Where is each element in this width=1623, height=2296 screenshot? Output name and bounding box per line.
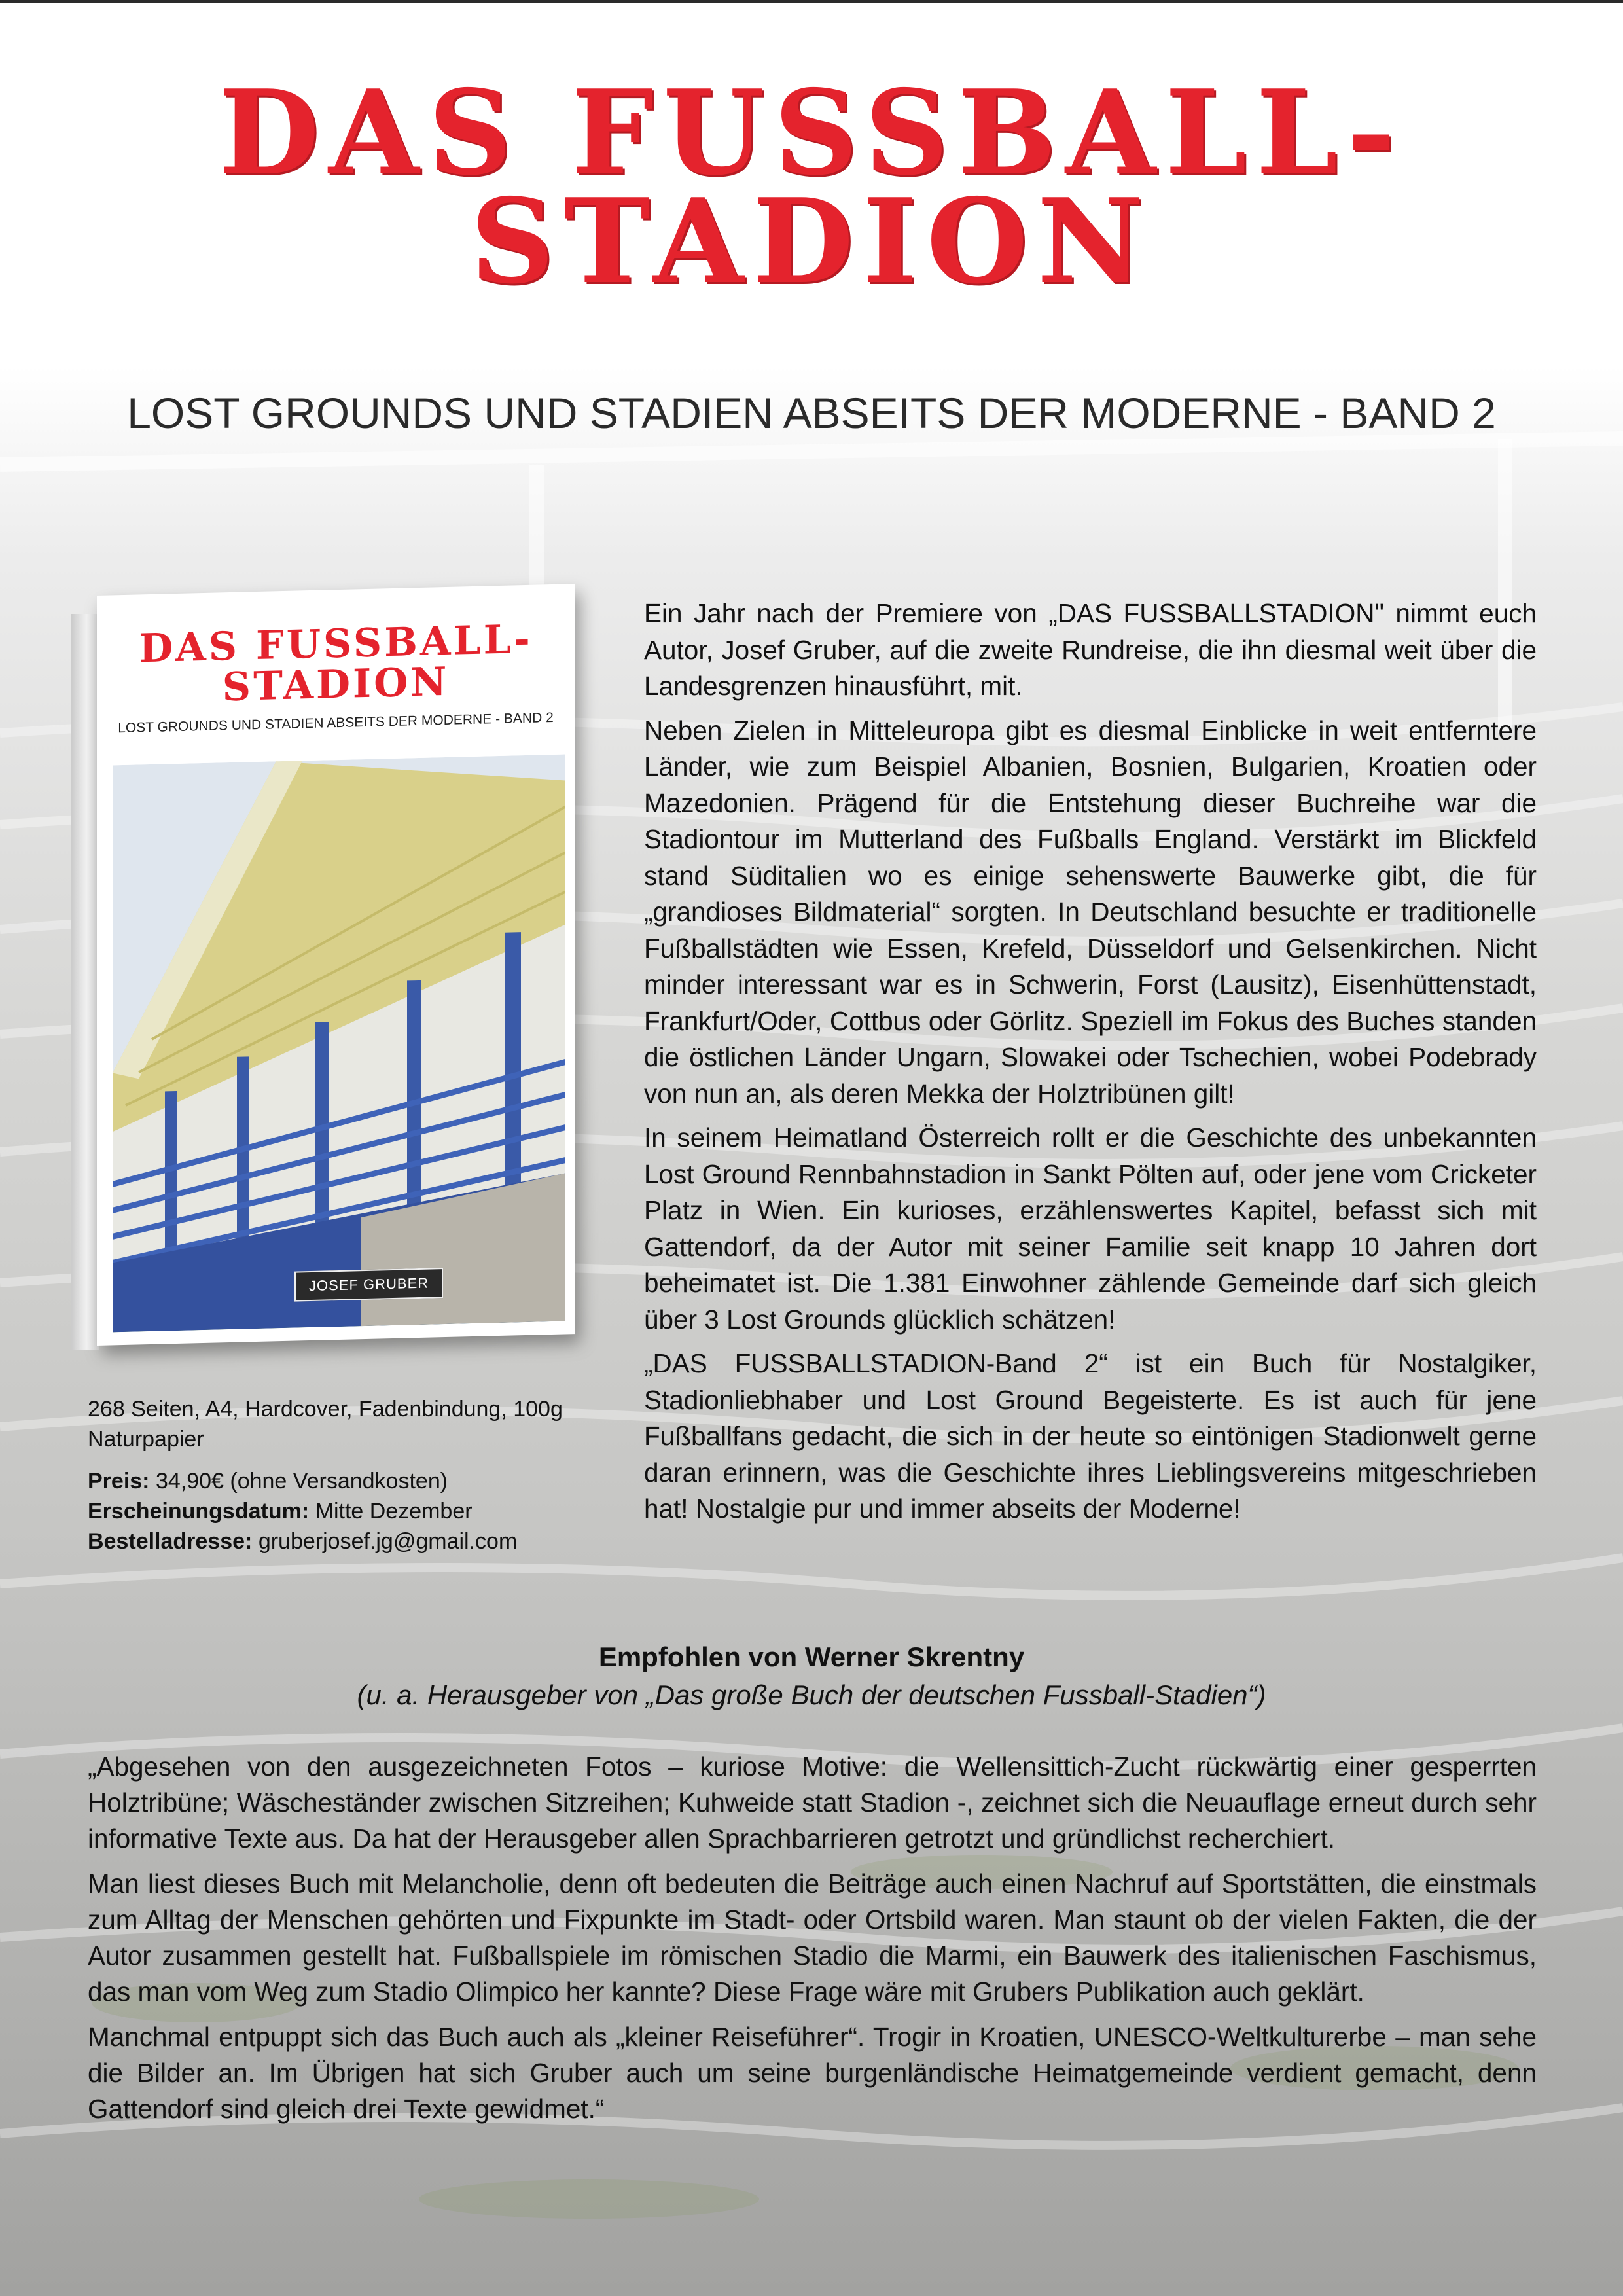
main-title [0,64,1623,310]
book-specs [88,1394,611,1556]
order-address-value: gruberjosef.jg@gmail.com [252,1529,518,1554]
description-paragraph-2: Neben Zielen in Mitteleuropa gibt es diesmal Einblicke in weit entferntere Länder, wie zum Beispiel Albanien, Bosnien, Bulgarien, Kroatien oder Mazedonien. Prägend für die Entstehung dieser Buchreihe war die Stadiontour im Mutterland des Fußballs England. Verstärkt im Blickfeld stand Süditalien wo es einige sehenswerte Bauwerke gibt, die für „grandioses Bildmaterial“ sorgten. In Deutschland besuchte er traditionelle Fußballstädten wie Essen, Krefeld, Düsseldorf und Gelsenkirchen. Nicht minder interessant war es in Schwerin, Forst (Lausitz), Eisenhüttenstadt, Frankfurt/Oder, Cottbus oder Görlitz. Speziell im Fokus des Buches standen die östlichen Länder Ungarn, Slowakei oder Tschechien, wobei Podebrady von nun an, als deren Mekka der Holztribünen gilt! [644,715,1537,1109]
recommendation-quote [88,1749,1537,2136]
description-paragraph-3: In seinem Heimatland Österreich rollt er die Geschichte des unbekannten Lost Ground Rennbahnstadion in Sankt Pölten auf, oder jene vom Cricketer Platz in Wien. Ein kurioses, erzählenswertes Kapitel, befasst sich mit Gattendorf, da der Autor mit seiner Familie seit knapp 10 Jahren dort beheimatet ist. Die 1.381 Einwohner zählende Gemeinde darf sich gleich über 3 Lost Grounds glücklich schätzen! [644,1122,1537,1335]
cover-title [97,618,575,711]
book-cover-mockup [71,596,575,1355]
cover-title-line2: STADION [222,658,450,711]
top-border-line [0,0,1623,3]
quote-paragraph-3: Manchmal entpuppt sich das Buch auch als „kleiner Reiseführer“. Trogir in Kroatien, UNESCO-Weltkulturerbe – man sehe die Bilder an. Im Übrigen hat sich Gruber auch um seine burgenländische Heimatgemeinde verdient gemacht, denn Gattendorf sind gleich drei Texte gewidmet.“ [88,2022,1537,2124]
release-date-value: Mitte Dezember [309,1499,473,1524]
book-description [644,596,1537,1535]
release-date-label: Erscheinungsdatum: [88,1499,310,1524]
cover-subtitle: LOST GROUNDS UND STADIEN ABSEITS DER MODERNE - BAND 2 [118,709,554,736]
price-label: Preis: [88,1469,150,1494]
book-front-cover [97,584,575,1346]
main-title-line2: STADION [470,173,1153,310]
cover-title-line1: DAS FUSSBALL- [139,616,533,672]
recommendation-heading: Empfohlen von Werner Skrentny [598,1641,1025,1672]
specs-details [88,1466,611,1556]
book-spine [71,614,99,1350]
price-value: 34,90€ (ohne Versandkosten) [149,1469,448,1494]
quote-paragraph-2: Man liest dieses Buch mit Melancholie, denn oft bedeuten die Beiträge auch einen Nachruf auf Sportstätten, die einstmals zum Alltag der Menschen gehörten und Fixpunkte im Stadt- oder Ortsbild waren. Man staunt ob der vielen Fakten, die der Autor zusammen gestellt hat. Fußballspiele im römischen Stadio die Marmi, ein Bauwerk des italienischen Faschismus, das man vom Weg zum Stadio Olimpico her kannte? Diese Frage wäre mit Grubers Publikation auch geklärt. [88,1869,1537,2007]
cover-author-label: JOSEF GRUBER [294,1268,443,1302]
recommendation-subheading: (u. a. Herausgeber von „Das große Buch der deutschen Fussball-Stadien“) [357,1679,1266,1710]
specs-format: 268 Seiten, A4, Hardcover, Fadenbindung, 100g Naturpapier [88,1397,563,1452]
page-subtitle: LOST GROUNDS UND STADIEN ABSEITS DER MODERNE - BAND 2 [127,389,1496,437]
main-title-line1: DAS FUSSBALL- [218,64,1405,201]
description-paragraph-1: Ein Jahr nach der Premiere von „DAS FUSSBALLSTADION" nimmt euch Autor, Josef Gruber, auf die zweite Rundreise, die ihn diesmal weit über die Landesgrenzen hinausführt, mit. [644,598,1537,701]
cover-stadium-photo [113,755,565,1333]
order-address-label: Bestelladresse: [88,1529,253,1554]
description-paragraph-4: „DAS FUSSBALLSTADION-Band 2“ ist ein Buch für Nostalgiker, Stadionliebhaber und Lost Ground Begeisterte. Es ist auch für jene Fußballfans gedacht, die sich in der heute so eintönigen Stadionwelt gerne daran erinnern, was die Geschichte ihres Lieblingsvereins mitgeschrieben hat! Nostalgie pur und immer abseits der Moderne! [644,1348,1537,1524]
quote-paragraph-1: „Abgesehen von den ausgezeichneten Fotos – kuriose Motive: die Wellensittich-Zucht rückwärtig einer gesperrten Holztribüne; Wäscheständer zwischen Sitzreihen; Kuhweide statt Stadion -, zeichnet sich die Neuauflage erneut durch sehr informative Texte aus. Da hat der Herausgeber allen Sprachbarrieren getrotzt und gründlichst recherchiert. [88,1751,1537,1854]
